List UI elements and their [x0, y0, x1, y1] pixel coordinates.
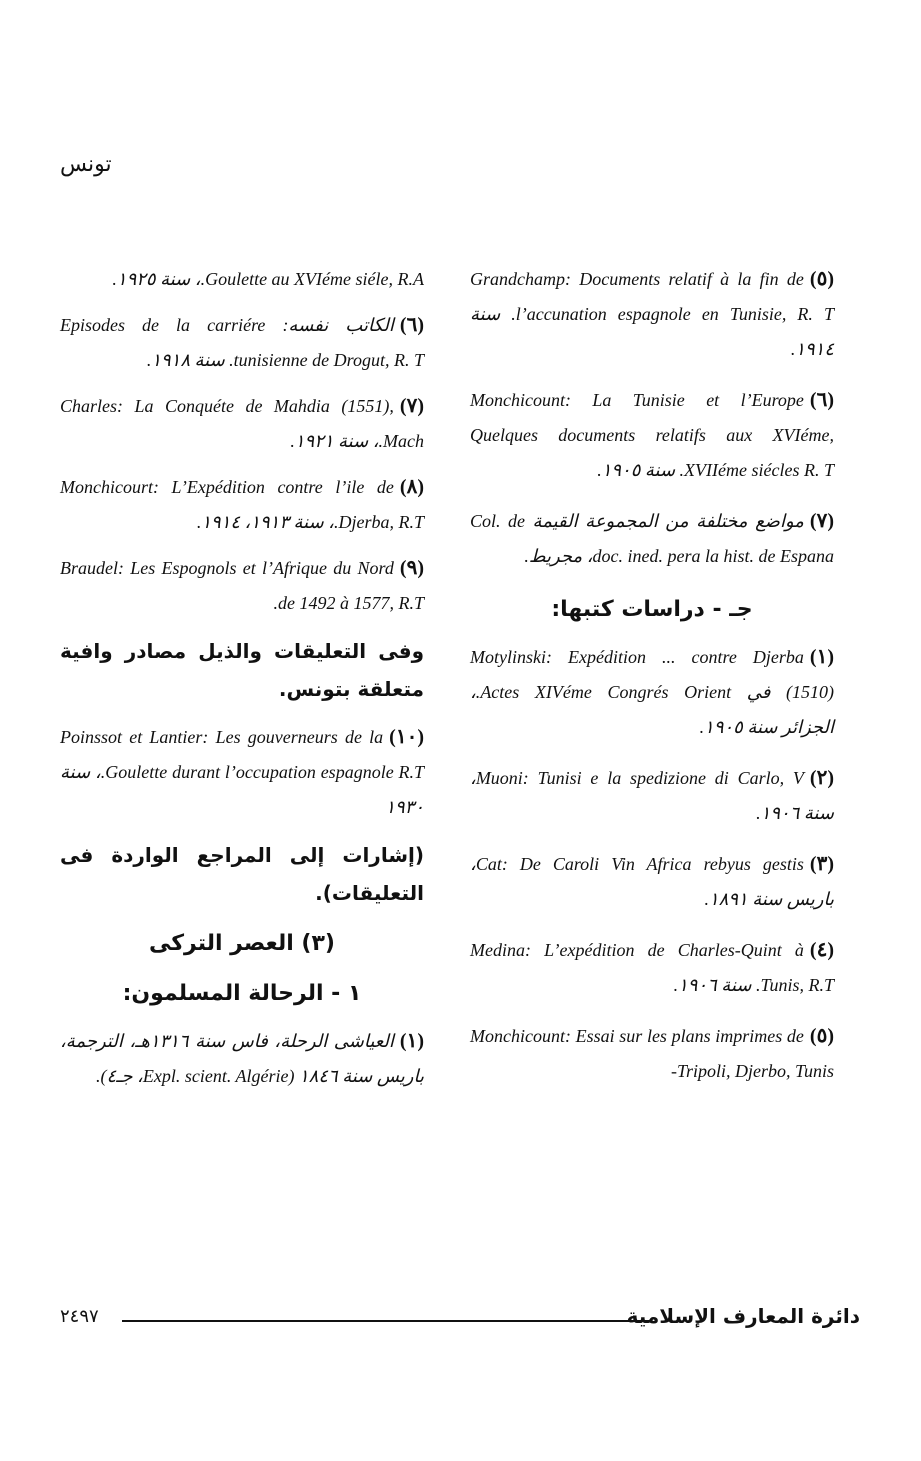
entry-number: (٦)	[809, 389, 834, 411]
right-column	[470, 262, 834, 1105]
section-heading: ١ - الرحالة المسلمون:	[122, 981, 362, 1006]
bibliography-entry	[60, 551, 424, 621]
footer-divider	[122, 1320, 652, 1322]
entry-number: (٣)	[809, 853, 834, 875]
entry-text: Monchicourt: L’Expédition contre l’ile de Djerba, R.T.، سنة ١٩١٣، ١٩١٤.	[60, 477, 424, 532]
bibliography-entry	[60, 308, 424, 378]
page-number: ٢٤٩٧	[60, 1306, 99, 1327]
entry-text: Goulette au XVIéme siéle, R.A.، سنة ١٩٢٥.	[112, 269, 424, 289]
entry-text: Poinssot et Lantier: Les gouverneurs de la Goulette durant l’occupation espagnole R.T.، سنة ١٩٣٠	[60, 727, 424, 817]
entry-text: الكاتب نفسه: Episodes de la carriére tunisienne de Drogut, R. T. سنة ١٩١٨.	[60, 315, 424, 370]
left-column	[60, 262, 424, 1105]
entry-text: Grandchamp: Documents relatif à la fin de l’accunation espagnole en Tunisie, R. T. سنة ١٩١٤.	[470, 269, 835, 359]
bibliography-entry	[60, 470, 424, 540]
entry-number: (٧)	[809, 510, 834, 532]
entry-text: مواضع مختلفة من المجموعة القيمة Col. de doc. ined. pera la hist. de Espana، مجريط.	[470, 511, 834, 566]
entry-number: (٤)	[809, 939, 834, 961]
bibliography-entry	[470, 262, 834, 367]
encyclopedia-title: دائرة المعارف الإسلامية	[626, 1304, 860, 1328]
entry-text: العياشى الرحلة، فاس سنة ١٣١٦هـ، الترجمة، باريس سنة ١٨٤٦ (Expl. scient. Algérie، جـ٤).	[60, 1031, 424, 1086]
entry-number: (٩)	[399, 557, 424, 579]
entry-text: Monchicount: La Tunisie et l’Europe Quelques documents relatifs aux XVIéme, XVIIéme siécles R. T. سنة ١٩٠٥.	[470, 390, 834, 480]
bibliography-entry	[470, 504, 834, 574]
entry-number: (١)	[809, 646, 834, 668]
section-heading: جـ - دراسات كتبها:	[551, 597, 753, 622]
bibliography-entry	[470, 847, 834, 917]
entry-text: Muoni: Tunisi e la spedizione di Carlo, V، سنة ١٩٠٦.	[470, 768, 834, 823]
bibliography-entry	[470, 761, 834, 831]
bibliography-entry	[60, 1024, 424, 1094]
entry-number: (١)	[399, 1030, 425, 1052]
section-heading: (٣) العصر التركى	[149, 931, 335, 956]
bibliography-entry	[60, 389, 424, 459]
entry-text: Charles: La Conquéte de Mahdia (1551), Mach.، سنة ١٩٢١.	[60, 396, 424, 451]
entry-number: (٢)	[809, 767, 834, 789]
page-footer	[60, 1302, 860, 1342]
entry-number: (٦)	[399, 314, 424, 336]
entry-number: (١٠)	[389, 726, 424, 748]
bibliography-entry	[60, 262, 424, 297]
bibliography-entry	[470, 383, 834, 488]
entry-number: (٧)	[399, 395, 424, 417]
entry-text: Braudel: Les Espognols et l’Afrique du Nord de 1492 à 1577, R.T.	[60, 558, 424, 613]
bibliography-entry	[60, 720, 424, 825]
entry-number: (٥)	[809, 268, 834, 290]
entry-text: Motylinski: Expédition ... contre Djerba (1510) في Actes XIVéme Congrés Orient.، الجزائر سنة ١٩٠٥.	[470, 647, 834, 737]
bibliography-entry	[470, 640, 834, 745]
bibliography-entry	[470, 1019, 834, 1089]
entry-text: Medina: L’expédition de Charles-Quint à Tunis, R.T. سنة ١٩٠٦.	[470, 940, 834, 995]
note-paragraph: (إشارات إلى المراجع الواردة فى التعليقات).	[60, 843, 424, 905]
bibliography-entry	[470, 933, 834, 1003]
entry-number: (٨)	[399, 476, 424, 498]
entry-text: Monchicount: Essai sur les plans imprimes de Tripoli, Djerbo, Tunis-	[470, 1026, 834, 1081]
entry-number: (٥)	[809, 1025, 834, 1047]
note-paragraph: وفى التعليقات والذيل مصادر وافية متعلقة بتونس.	[60, 639, 424, 701]
entry-text: Cat: De Caroli Vin Africa rebyus gestis، باريس سنة ١٨٩١.	[470, 854, 834, 909]
page-title: تونس	[60, 152, 112, 177]
